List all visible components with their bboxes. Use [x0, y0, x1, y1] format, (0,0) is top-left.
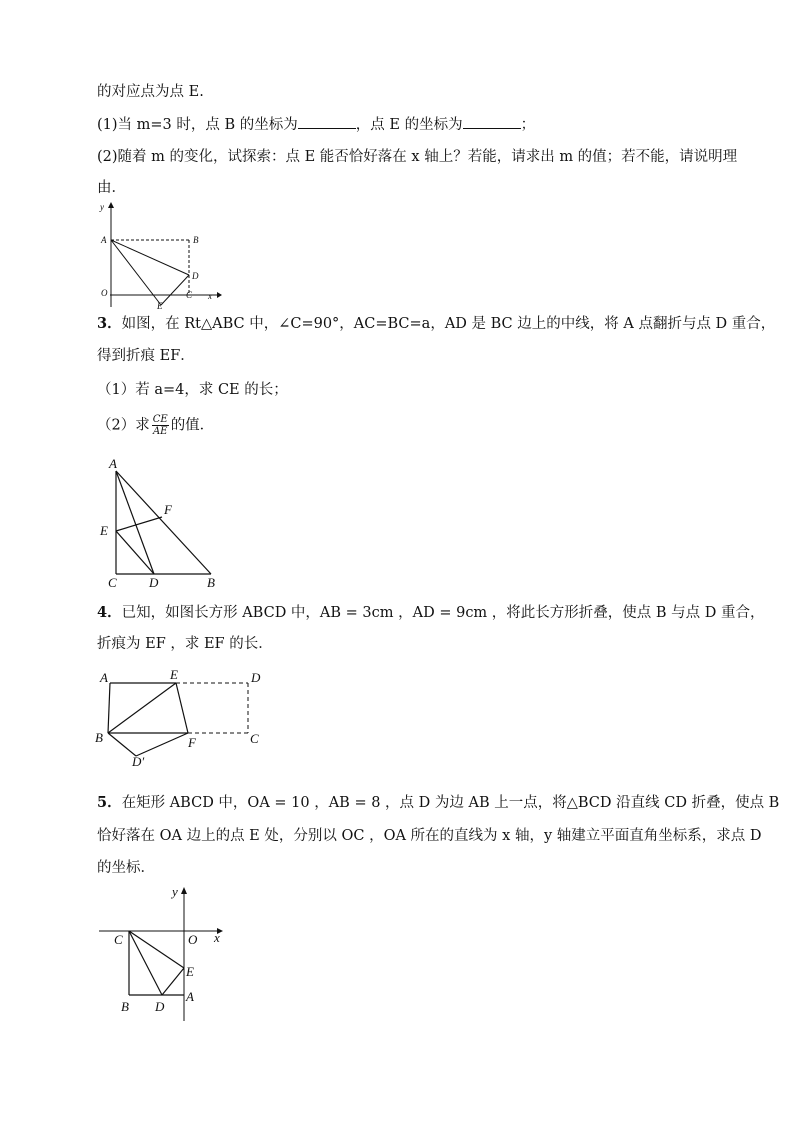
label-d: D	[155, 999, 165, 1014]
label-f: F	[164, 502, 172, 517]
segment-ed	[161, 275, 189, 305]
p3-figure	[96, 455, 226, 590]
label-y: y	[100, 202, 104, 212]
fold-cd	[129, 931, 162, 995]
label-d: D	[251, 670, 261, 685]
label-a: A	[109, 456, 117, 471]
fraction-numerator: CE	[152, 414, 168, 425]
segment-de	[162, 968, 184, 995]
label-e: E	[157, 301, 163, 311]
label-d-prime: D′	[132, 754, 145, 769]
p3-question-2	[97, 414, 214, 437]
label-c: C	[114, 932, 123, 947]
p5-statement-3: 的坐标．	[97, 860, 155, 876]
label-x: x	[208, 291, 212, 301]
label-b: B	[207, 575, 215, 590]
label-b: B	[121, 999, 129, 1014]
label-a: A	[100, 670, 108, 685]
label-a: A	[186, 989, 194, 1004]
p2-q1-prefix: (1)当 m=3 时，点 B 的坐标为	[97, 117, 298, 133]
p5-statement-1: 在矩形 ABCD 中，OA = 10 ，AB = 8 ，点 D 为边 AB 上一点，将△BCD 沿直线 CD 折叠，使点 B	[121, 795, 780, 811]
p3-question-1: （1）若 a=4，求 CE 的长；	[97, 382, 288, 398]
label-e: E	[186, 964, 194, 979]
p5-number: 5．	[97, 794, 122, 811]
segment-ab	[116, 471, 211, 574]
p2-q1-end: ；	[520, 117, 536, 133]
fold-ef	[176, 683, 188, 733]
p2-question-2-line1: (2)随着 m 的变化，试探索：点 E 能否恰好落在 x 轴上？若能，请求出 m 的值；若不能，请说明理	[97, 149, 738, 165]
p4-figure	[92, 666, 272, 776]
p4-statement-2: 折痕为 EF ，求 EF 的长．	[97, 636, 273, 652]
label-o: O	[188, 932, 198, 947]
segment-ad	[111, 240, 189, 275]
y-axis-arrow	[108, 202, 114, 208]
label-x: x	[214, 930, 220, 945]
p2-q1-mid: ，点 E 的坐标为	[355, 117, 463, 133]
p4-line1	[97, 603, 765, 623]
p5-statement-2: 恰好落在 OA 边上的点 E 处，分别以 OC ，OA 所在的直线为 x 轴，y 轴建立平面直角坐标系，求点 D	[97, 828, 762, 844]
label-b: B	[193, 235, 199, 245]
label-d: D	[192, 271, 199, 281]
label-f: F	[188, 735, 196, 750]
x-axis-arrow	[217, 292, 222, 298]
p3-number: 3．	[97, 315, 122, 332]
p3-q2-prefix: （2）求	[97, 417, 150, 434]
segment-ed	[116, 531, 154, 574]
segment-ab	[108, 683, 110, 733]
p3-statement-2: 得到折痕 EF．	[97, 348, 195, 364]
label-y: y	[172, 884, 178, 899]
p4-statement-1: 已知，如图长方形 ABCD 中，AB = 3cm ，AD = 9cm ，将此长方形折叠，使点 B 与点 D 重合，	[121, 605, 765, 621]
segment-ce	[129, 931, 184, 968]
label-d: D	[149, 575, 159, 590]
segment-bdp	[108, 733, 136, 756]
fraction-denominator: AE	[152, 426, 168, 437]
label-c: C	[250, 731, 259, 746]
p3-line1	[97, 314, 775, 334]
answer-blank-b[interactable]	[298, 114, 356, 129]
p5-line1	[97, 793, 779, 813]
p2-figure	[90, 195, 230, 310]
fraction-ce-ae	[152, 414, 169, 437]
label-a: A	[101, 235, 107, 245]
y-axis-arrow	[181, 887, 187, 894]
label-e: E	[100, 523, 108, 538]
label-o: O	[101, 288, 108, 298]
p3-statement-1: 如图，在 Rt△ABC 中，∠C=90°，AC=BC=a，AD 是 BC 边上的中线，将 A 点翻折与点 D 重合，	[121, 316, 776, 332]
p5-figure	[96, 884, 236, 1024]
segment-ad	[116, 471, 154, 574]
p3-q2-suffix: 的值．	[170, 417, 215, 434]
label-c: C	[108, 575, 117, 590]
answer-blank-e[interactable]	[463, 114, 521, 129]
label-b: B	[95, 730, 103, 745]
p2-intro-line: 的对应点为点 E.	[97, 84, 204, 100]
p2-question-2-line2: 由．	[97, 180, 126, 196]
segment-be	[108, 683, 176, 733]
label-c: C	[186, 290, 193, 300]
p4-number: 4．	[97, 604, 122, 621]
p2-question-1	[97, 114, 535, 135]
fold-ef	[116, 517, 162, 531]
label-e: E	[170, 667, 178, 682]
segment-dpf	[136, 733, 188, 756]
